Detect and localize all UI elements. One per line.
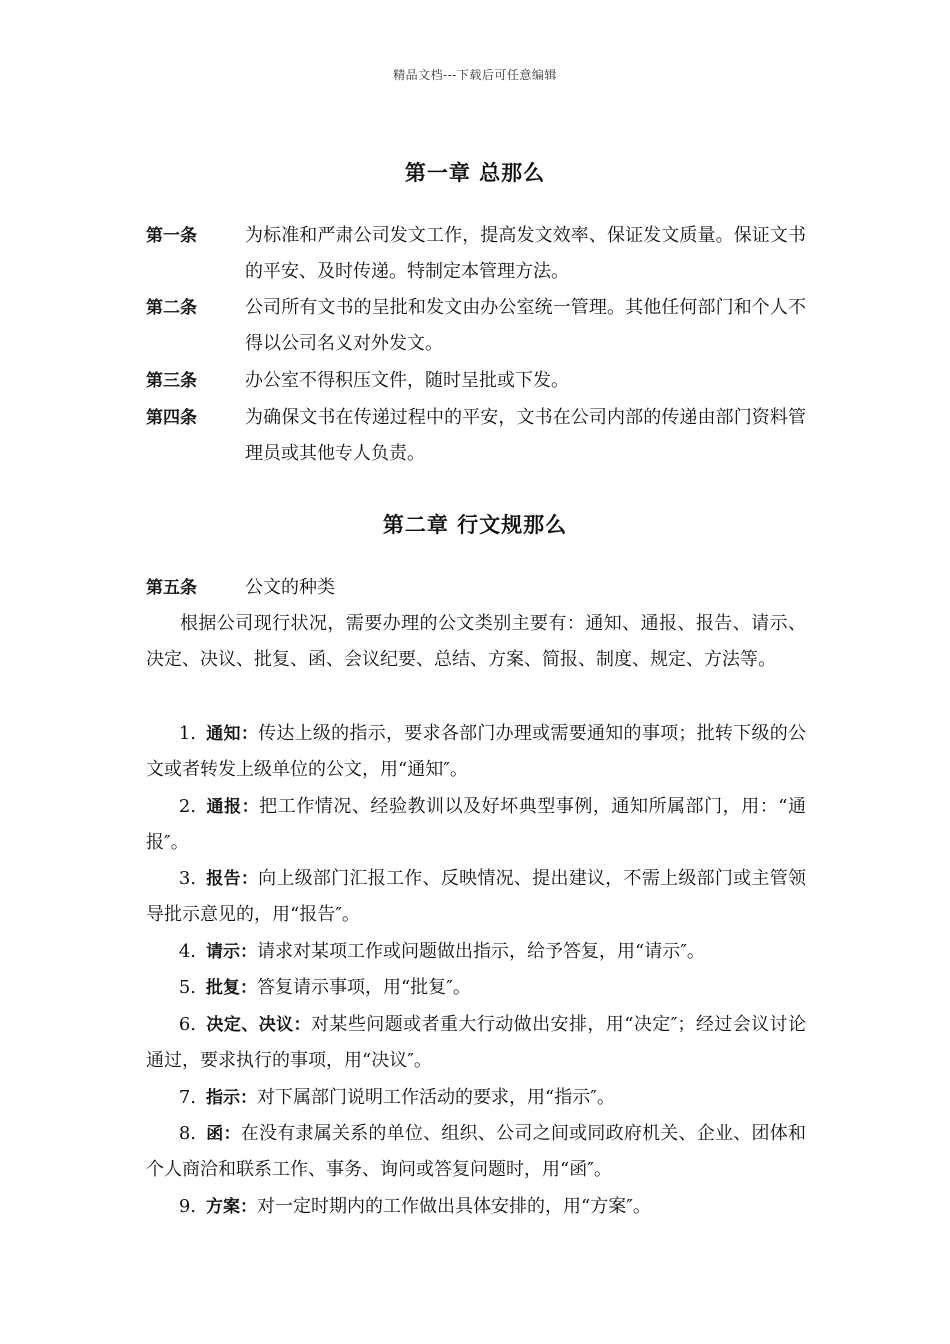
item-term: 请示： (206, 942, 257, 962)
article-text: 办公室不得积压文件，随时呈批或下发。 (245, 370, 569, 391)
article (146, 363, 806, 399)
item-text: 在没有隶属关系的单位、组织、公司之间或同政府机关、企业、团体和个人商洽和联系工作、事务、询问或答复问题时，用“函″。 (146, 1123, 807, 1180)
item-text: 把工作情况、经验教训以及好坏典型事例，通知所属部门，用：“通报″。 (146, 796, 807, 853)
list-item (146, 1007, 806, 1079)
list-item (146, 1080, 806, 1116)
item-number: 2. (178, 796, 196, 817)
item-number: 6. (178, 1014, 196, 1035)
article (146, 218, 806, 290)
item-number: 5. (178, 977, 196, 998)
article-number: 第一条 (146, 226, 197, 246)
list-item (146, 716, 806, 788)
item-number: 7. (178, 1087, 196, 1108)
article (146, 570, 806, 606)
article-text: 公文的种类 (245, 577, 335, 598)
item-term: 批复： (206, 978, 257, 998)
list-item (146, 861, 806, 933)
article-text: 公司所有文书的呈批和发文由办公室统一管理。其他任何部门和个人不得以公司名义对外发文。 (245, 297, 806, 354)
article-text: 为标准和严肃公司发文工作，提高发文效率、保证发文质量。保证文书的平安、及时传递。特制定本管理方法。 (245, 225, 806, 282)
item-number: 1. (178, 723, 196, 744)
list-item (146, 789, 806, 861)
item-term: 函： (206, 1124, 241, 1144)
item-number: 8. (178, 1123, 196, 1144)
item-number: 4. (178, 941, 196, 962)
list-item (146, 934, 806, 970)
item-text: 对下属部门说明工作活动的要求，用“指示″。 (257, 1087, 615, 1108)
article-number: 第三条 (146, 371, 197, 391)
chapter-title: 第二章 行文规那么 (382, 513, 568, 537)
article-number: 第四条 (146, 408, 197, 428)
item-text: 请求对某项工作或问题做出指示，给予答复，用“请示″。 (257, 941, 705, 962)
header-note: 精品文档---下载后可任意编辑 (393, 68, 557, 82)
item-text: 传达上级的指示，要求各部门办理或需要通知的事项；批转下级的公文或者转发上级单位的公文，用“通知″。 (146, 723, 806, 780)
article (146, 400, 806, 472)
chapter-title: 第一章 总那么 (404, 161, 546, 185)
list-item (146, 1189, 806, 1225)
item-text: 对某些问题或者重大行动做出安排，用“决定″；经过会议讨论通过，要求执行的事项，用“决议″。 (146, 1014, 806, 1071)
list-item (146, 1116, 806, 1188)
item-text: 对一定时期内的工作做出具体安排的，用“方案″。 (257, 1196, 651, 1217)
item-text: 向上级部门汇报工作、反映情况、提出建议，不需上级部门或主管领导批示意见的，用“报告″。 (146, 868, 806, 925)
article (146, 290, 806, 362)
item-term: 指示： (206, 1088, 257, 1108)
item-term: 报告： (206, 869, 259, 889)
item-term: 通知： (206, 724, 259, 744)
list-item (146, 970, 806, 1006)
item-term: 方案： (206, 1197, 257, 1217)
item-number: 3. (178, 868, 196, 889)
article-number: 第二条 (146, 298, 197, 318)
item-number: 9. (178, 1196, 196, 1217)
item-term: 通报： (206, 797, 260, 817)
article-number: 第五条 (146, 578, 197, 598)
intro-paragraph: 根据公司现行状况，需要办理的公文类别主要有：通知、通报、报告、请示、决定、决议、批复、函、会议纪要、总结、方案、简报、制度、规定、方法等。 (146, 613, 806, 670)
item-term: 决定、决议： (206, 1015, 311, 1035)
article-text: 为确保文书在传递过程中的平安，文书在公司内部的传递由部门资料管理员或其他专人负责。 (245, 407, 806, 464)
item-text: 答复请示事项，用“批复″。 (257, 977, 471, 998)
